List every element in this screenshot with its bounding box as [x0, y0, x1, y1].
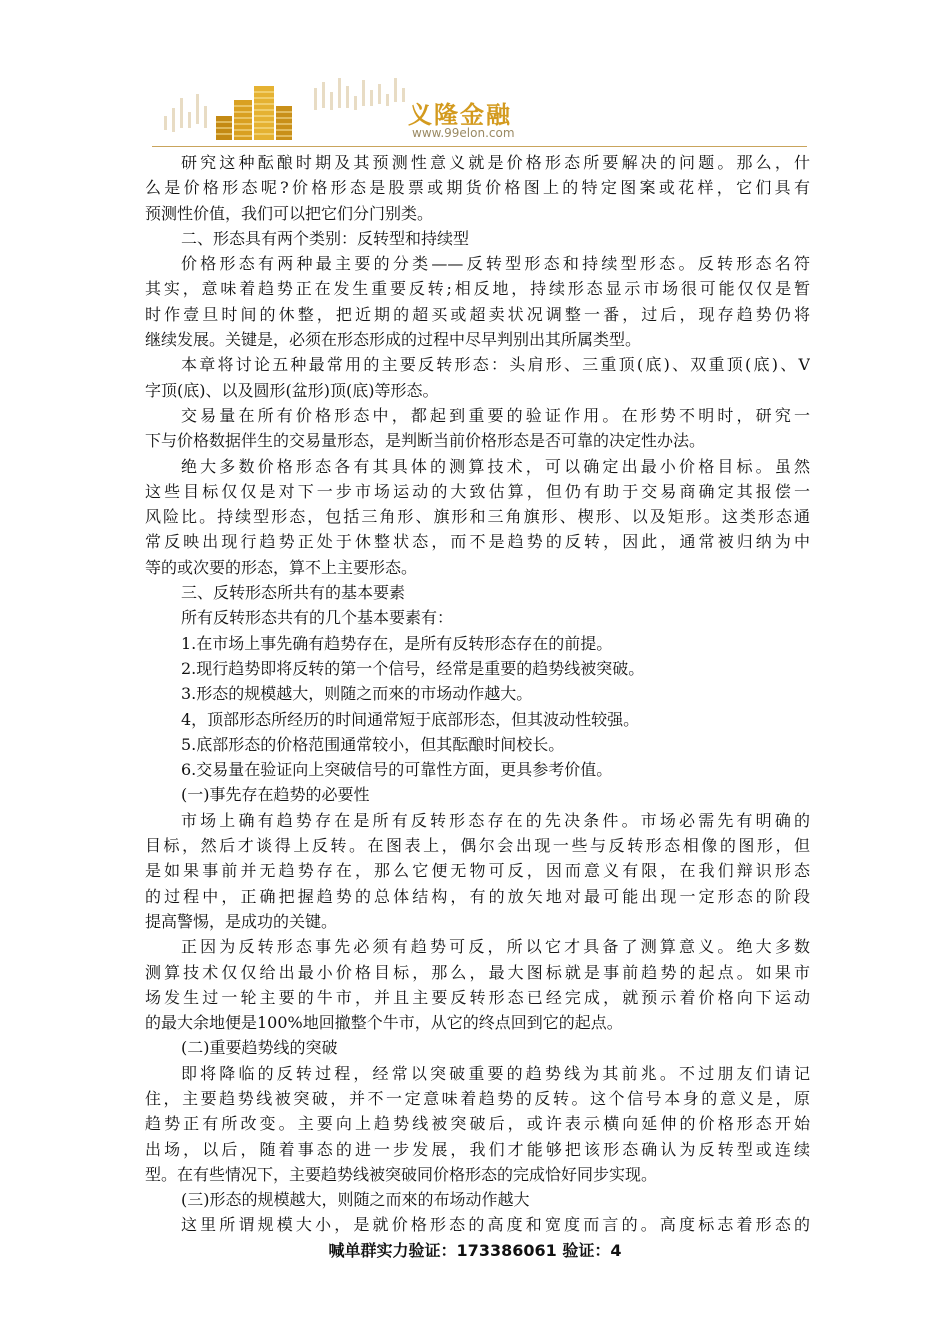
text-line: 三、反转形态所共有的基本要素: [181, 583, 406, 603]
header-divider: [152, 146, 807, 147]
paragraph: [145, 403, 810, 454]
text-line: 市场上确有趋势存在是所有反转形态存在的先决条件。市场必需先有明确的: [181, 810, 810, 830]
text-line: 趋势正有所改变。主要向上趋势线被突破后，或许表示横向延伸的价格形态开始: [145, 1114, 810, 1134]
text-line: 住，主要趋势线被突破，并不一定意味着趋势的反转。这个信号本身的意义是，原: [145, 1088, 810, 1108]
text-line: 所有反转形态共有的几个基本要素有：: [181, 608, 454, 628]
text-line: 时作壹旦时间的休整，把近期的超买或超卖状况调整一番，过后，现存趋势仍将: [145, 304, 810, 324]
section-heading: [145, 226, 810, 251]
text-line: 型。在有些情况下，主要趋势线被突破同价格形态的完成恰好同步实现。: [145, 1164, 658, 1184]
text-line: 出场，以后，随着事态的进一步发展，我们才能够把该形态确认为反转型或连续: [145, 1139, 810, 1159]
text-line: 2.现行趋势即将反转的第一个信号，经常是重要的趋势线被突破。: [181, 658, 645, 678]
text-line: 绝大多数价格形态各有其具体的测算技术，可以确定出最小价格目标。虽然: [181, 456, 810, 476]
section-heading: [145, 605, 810, 630]
paragraph: [145, 251, 810, 352]
brand-name: 义隆金融: [408, 101, 512, 129]
text-line: 场发生过一轮主要的牛市，并且主要反转形态已经完成，就预示着价格向下运动: [145, 987, 810, 1007]
section-heading: [145, 631, 810, 656]
text-line: (三)形态的规模越大，则随之而來的布场动作越大: [181, 1190, 530, 1210]
text-line: 本章将讨论五种最常用的主要反转形态：头肩形、三重顶(底)、双重顶(底)、V: [181, 355, 810, 375]
footer-verification-text: 喊单群实力验证：173386061 验证：4: [328, 1241, 622, 1260]
text-line: 测算技术仅仅给出最小价格目标，那么，最大图标就是事前趋势的起点。如果市: [145, 962, 810, 982]
paragraph: [145, 454, 810, 580]
text-line: 5.底部形态的价格范围通常较小，但其酝酿时间校长。: [181, 734, 565, 754]
text-line: 常反映出现行趋势正处于休整状态，而不是趋势的反转，因此，通常被归纳为中: [145, 532, 810, 552]
text-line: 的最大余地便是100%地回撤整个牛市，从它的终点回到它的起点。: [145, 1013, 623, 1033]
text-line: 价格形态有两种最主要的分类——反转型形态和持续型形态。反转形态名符: [181, 254, 810, 274]
text-line: 研究这种酝酿时期及其预测性意义就是价格形态所要解决的问题。那么，什: [181, 153, 810, 172]
text-line: (一)事先存在趋势的必要性: [181, 785, 370, 805]
text-line: 即将降临的反转过程，经常以突破重要的趋势线为其前兆。不过朋友们请记: [181, 1063, 810, 1083]
section-heading: [145, 580, 810, 605]
text-line: 这些目标仅仅是对下一步市场运动的大致估算，但仍有助于交易商确定其报偿一: [145, 481, 810, 501]
text-line: 目标，然后才谈得上反转。在图表上，偶尔会出现一些与反转形态相像的图形，但: [145, 836, 810, 856]
section-heading: [145, 1035, 810, 1060]
text-line: 字顶(底)、以及圆形(盆形)顶(底)等形态。: [145, 380, 439, 400]
text-line: 6.交易量在验证向上突破信号的可靠性方面，更具参考价值。: [181, 760, 613, 780]
paragraph: [145, 150, 810, 226]
paragraph: [145, 1061, 810, 1187]
text-line: 4，顶部形态所经历的时间通常短于底部形态，但其波动性较强。: [181, 709, 640, 729]
text-line: 等的或次要的形态，算不上主要形态。: [145, 557, 418, 577]
text-line: 的过程中，正确把握趋势的总体结构，有的放矢地对最可能出现一定形态的阶段: [145, 886, 810, 906]
brand-url: www.99elon.com: [412, 126, 515, 140]
text-line: 提高警惕，是成功的关键。: [145, 911, 338, 931]
document-body: [145, 150, 810, 1238]
text-line: 正因为反转形态事先必须有趋势可反，所以它才具备了测算意义。绝大多数: [181, 937, 810, 957]
text-line: 这里所谓规模大小，是就价格形态的高度和宽度而言的。高度标志着形态的: [181, 1215, 810, 1235]
paragraph: [145, 352, 810, 403]
paragraph: [145, 934, 810, 1035]
text-line: (二)重要趋势线的突破: [181, 1038, 338, 1058]
text-line: 二、形态具有两个类别：反转型和持续型: [181, 228, 470, 248]
section-heading: [145, 757, 810, 782]
section-heading: [145, 1187, 810, 1212]
text-line: 1.在市场上事先确有趋势存在，是所有反转形态存在的前提。: [181, 633, 613, 653]
paragraph: [145, 808, 810, 934]
text-line: 预测性价值，我们可以把它们分门别类。: [145, 203, 434, 223]
text-line: 3.形态的规模越大，则随之而來的市场动作越大。: [181, 684, 533, 704]
section-heading: [145, 782, 810, 807]
text-line: 交易量在所有价格形态中，都起到重要的验证作用。在形势不明时，研究一: [181, 405, 810, 425]
paragraph: [145, 1212, 810, 1237]
text-line: 么是价格形态呢?价格形态是股票或期货价格图上的特定图案或花样，它们具有: [145, 178, 810, 198]
text-line: 继续发展。关键是，必须在形态形成的过程中尽早判别出其所属类型。: [145, 330, 642, 350]
section-heading: [145, 732, 810, 757]
text-line: 其实，意味着趋势正在发生重要反转;相反地，持续形态显示市场很可能仅仅是暂: [145, 279, 810, 299]
section-heading: [145, 681, 810, 706]
text-line: 是如果事前并无趋势存在，那么它便无物可反，因而意义有限，在我们辩识形态: [145, 861, 810, 881]
gold-coin-stacks-icon: [164, 78, 424, 148]
text-line: 下与价格数据伴生的交易量形态，是判断当前价格形态是否可靠的决定性办法。: [145, 431, 706, 451]
section-heading: [145, 656, 810, 681]
section-heading: [145, 707, 810, 732]
document-header: [150, 60, 810, 150]
text-line: 风险比。持续型形态，包括三角形、旗形和三角旗形、楔形、以及矩形。这类形态通: [145, 507, 810, 527]
